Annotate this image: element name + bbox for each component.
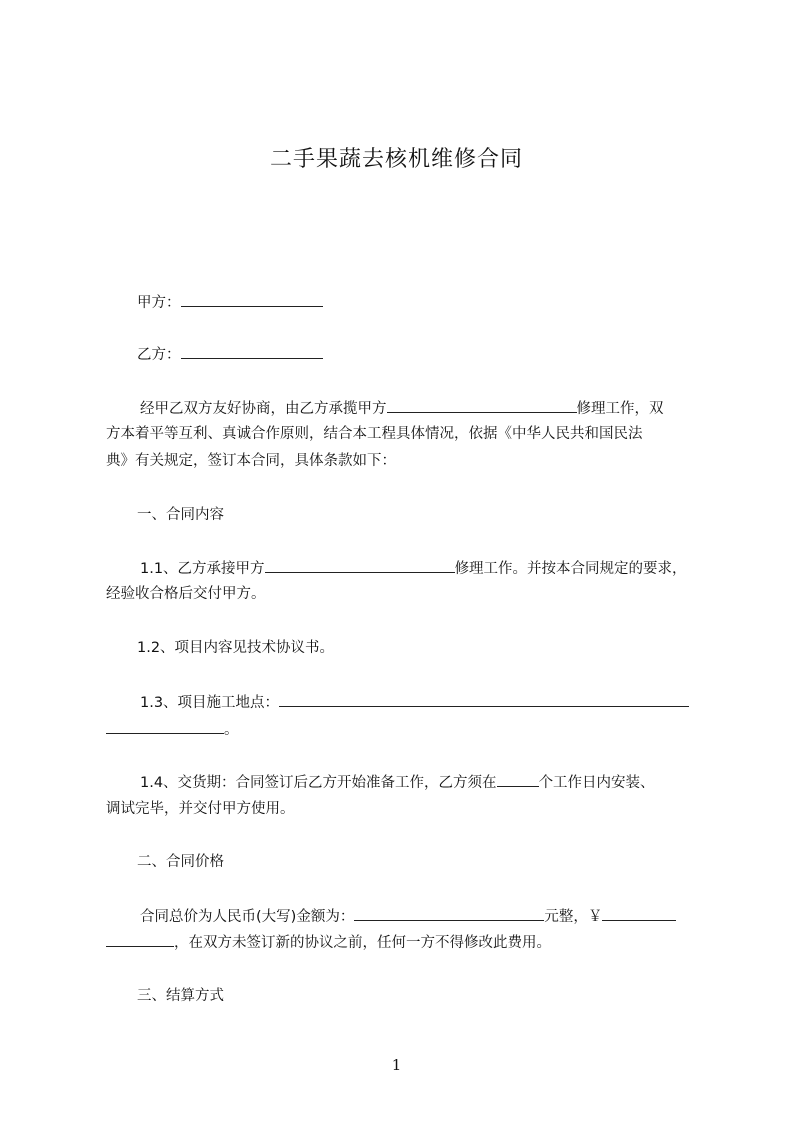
price-amount-blank-2 [106,932,174,947]
price-line-1 [140,906,676,927]
clause-1-2: 1.2、项目内容见技术协议书。 [137,640,335,656]
clause-1-3-line-1 [140,692,689,713]
intro-line-3: 典》有关规定，签订本合同，具体条款如下： [106,453,396,469]
clause-1-1-text-b: 修理工作。并按本合同规定的要求， [454,561,687,577]
price-text-b: 元整，￥ [544,909,603,925]
clause-1-4-line-1 [140,772,655,793]
clause-1-3-text: 1.3、项目施工地点： [140,695,280,711]
intro-text-a: 经甲乙双方友好协商，由乙方承揽甲方 [140,401,387,417]
price-line-2 [106,932,551,953]
clause-1-4-blank [497,772,539,787]
clause-1-3-blank-2 [106,719,224,734]
party-a-blank [181,292,323,307]
clause-1-3-end: 。 [224,722,239,738]
price-amount-blank-1 [602,906,676,921]
intro-text-b: 修理工作，双 [576,401,664,417]
price-text-c: ，在双方未签订新的协议之前，任何一方不得修改此费用。 [174,935,551,951]
section-3-heading: 三、结算方式 [137,988,224,1004]
page-number: 1 [391,1056,402,1074]
party-b-line [137,344,323,365]
clause-1-4-line-2: 调试完毕，并交付甲方使用。 [106,801,295,817]
clause-1-1-line-1 [140,558,687,579]
clause-1-1-blank [265,558,455,573]
party-b-label: 乙方： [137,347,181,363]
party-b-blank [181,344,323,359]
section-2-heading: 二、合同价格 [137,854,224,870]
price-text-a: 合同总价为人民币(大写)金额为： [140,909,355,925]
document-title: 二手果蔬去核机维修合同 [269,147,523,172]
clause-1-1-text-a: 1.1、乙方承接甲方 [140,561,265,577]
clause-1-1-line-2: 经验收合格后交付甲方。 [106,586,266,602]
party-a-line [137,292,323,313]
intro-blank [387,398,577,413]
intro-line-1 [140,398,664,419]
section-1-heading: 一、合同内容 [137,507,224,523]
clause-1-4-text-a: 1.4、交货期：合同签订后乙方开始准备工作，乙方须在 [140,775,497,791]
intro-line-2: 方本着平等互利、真诚合作原则，结合本工程具体情况，依据《中华人民共和国民法 [106,426,643,442]
clause-1-4-text-b: 个工作日内安装、 [538,775,655,791]
party-a-label: 甲方： [137,295,181,311]
clause-1-3-blank-1 [279,692,689,707]
clause-1-3-line-2 [106,719,239,740]
price-words-blank [354,906,544,921]
